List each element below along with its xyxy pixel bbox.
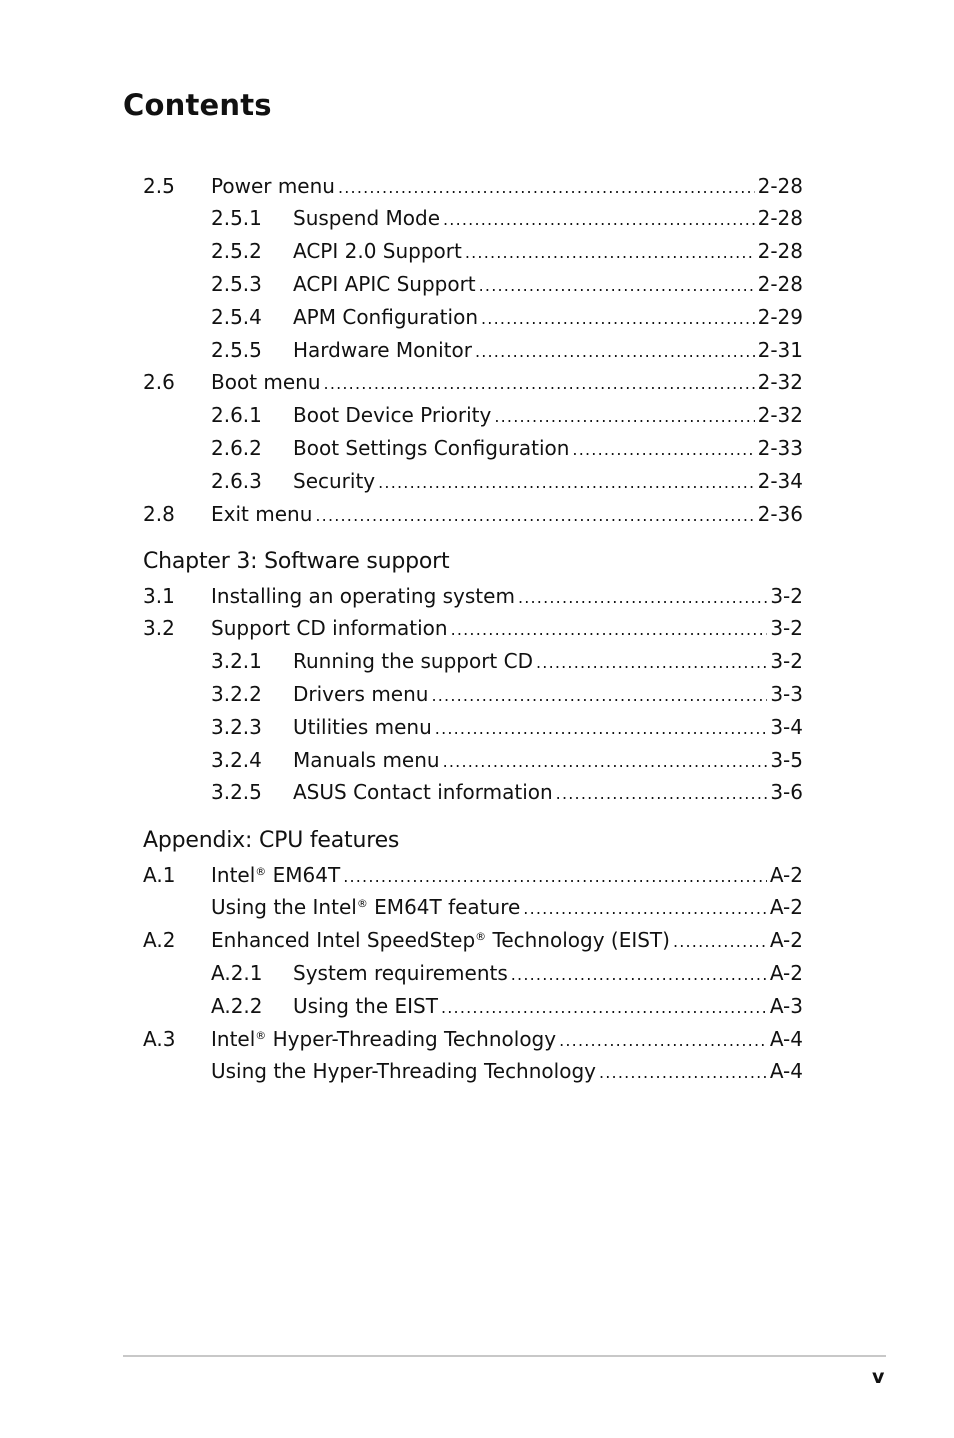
toc-entry-page: 3-2: [770, 616, 803, 641]
toc-entry[interactable]: [211, 334, 803, 367]
toc-entry-number: 2.5.5: [211, 337, 262, 362]
dot-leader: [465, 236, 755, 269]
toc-entry-page: 2-33: [757, 435, 803, 460]
dot-leader: [343, 860, 767, 893]
toc-entry-title: Using the EIST: [293, 993, 438, 1018]
toc-entry-page: 2-32: [757, 403, 803, 428]
toc-entry-title: APM Configuration: [293, 304, 478, 329]
toc-entry[interactable]: [143, 580, 803, 613]
toc-entry[interactable]: [211, 711, 803, 744]
toc-entry-title: Enhanced Intel SpeedStep® Technology (EIST): [211, 928, 670, 953]
toc-entry-number: A.2.1: [211, 960, 263, 985]
toc-entry-number: 2.6.2: [211, 435, 262, 460]
toc-entry-number: 2.5.4: [211, 304, 262, 329]
toc-entry-title: Boot Settings Configuration: [293, 435, 570, 460]
toc-entry[interactable]: [211, 465, 803, 498]
toc-entry[interactable]: [211, 744, 803, 777]
dot-leader: [324, 367, 755, 400]
dot-leader: [378, 466, 754, 499]
dot-leader: [315, 499, 754, 532]
toc-entry-title: ACPI APIC Support: [293, 271, 476, 296]
toc-entry-page: A-2: [769, 960, 803, 985]
dot-leader: [475, 335, 755, 368]
toc-entry-page: 2-28: [757, 206, 803, 231]
toc-entry-number: 3.2.4: [211, 747, 262, 772]
toc-entry-title: Intel® Hyper-Threading Technology: [211, 1026, 557, 1051]
page-number: v: [872, 1366, 885, 1388]
toc-entry[interactable]: [211, 1055, 803, 1088]
toc-entry[interactable]: [211, 957, 803, 990]
toc-entry-page: A-4: [769, 1059, 803, 1084]
toc-entry-number: 2.6: [143, 370, 175, 395]
toc-entry-page: 3-6: [770, 780, 803, 805]
toc-entry[interactable]: [211, 432, 803, 465]
toc-entry-number: 2.5.2: [211, 239, 262, 264]
toc-entry[interactable]: [143, 170, 803, 203]
dot-leader: [338, 171, 755, 204]
toc-entry-number: A.1: [143, 862, 176, 887]
toc-entry[interactable]: [211, 235, 803, 268]
toc-entry-title: Drivers menu: [293, 681, 429, 706]
toc-entry-page: 2-32: [757, 370, 803, 395]
toc-entry-title: Utilities menu: [293, 714, 432, 739]
toc-entry-number: 3.2.2: [211, 681, 262, 706]
toc-entry-number: 3.2.1: [211, 649, 262, 674]
dot-leader: [451, 613, 768, 646]
toc-entry-number: 2.6.1: [211, 403, 262, 428]
dot-leader: [443, 745, 768, 778]
toc-entry-page: 3-4: [770, 714, 803, 739]
toc-entry-page: A-3: [769, 993, 803, 1018]
toc-entry-title: Using the Hyper-Threading Technology: [211, 1059, 596, 1084]
toc-entry[interactable]: [211, 202, 803, 235]
toc-entry-page: 3-2: [770, 649, 803, 674]
toc-entry-page: 3-2: [770, 583, 803, 608]
toc-entry-number: 3.2.5: [211, 780, 262, 805]
toc-entry[interactable]: [143, 924, 803, 957]
toc-entry-title: Security: [293, 468, 376, 493]
toc-entry[interactable]: [143, 1023, 803, 1056]
toc-entry-title: Using the Intel® EM64T feature: [211, 895, 521, 920]
dot-leader: [435, 712, 768, 745]
toc-entry-page: 3-5: [770, 747, 803, 772]
toc-entry-title: Manuals menu: [293, 747, 440, 772]
dot-leader: [523, 892, 767, 925]
toc-entry[interactable]: [211, 891, 803, 924]
toc-entry[interactable]: [211, 268, 803, 301]
toc-entry-page: 2-31: [757, 337, 803, 362]
toc-entry-title: Running the support CD: [293, 649, 533, 674]
toc-entry-number: 2.5.3: [211, 271, 262, 296]
dot-leader: [481, 302, 755, 335]
toc-entry-title: Hardware Monitor: [293, 337, 472, 362]
dot-leader: [556, 777, 768, 810]
toc-entry-page: 3-3: [770, 681, 803, 706]
toc-entry-title: Boot menu: [211, 370, 321, 395]
toc-entry[interactable]: [143, 859, 803, 892]
toc-entry-page: A-2: [769, 895, 803, 920]
toc-entry[interactable]: [211, 645, 803, 678]
toc-entry-title: Installing an operating system: [211, 583, 515, 608]
toc-entry[interactable]: [211, 678, 803, 711]
toc-entry-title: Intel® EM64T: [211, 862, 341, 887]
toc-entry-number: 2.6.3: [211, 468, 262, 493]
toc-entry[interactable]: [211, 399, 803, 432]
dot-leader: [572, 433, 754, 466]
toc-entry-number: A.2.2: [211, 993, 263, 1018]
toc-entry-number: 3.1: [143, 583, 175, 608]
dot-leader: [443, 203, 755, 236]
section-heading: Chapter 3: Software support: [143, 549, 450, 574]
toc-entry-number: 2.5: [143, 173, 175, 198]
toc-entry-page: A-2: [769, 928, 803, 953]
dot-leader: [599, 1056, 767, 1089]
toc-entry-page: 2-29: [757, 304, 803, 329]
toc-entry-number: 3.2: [143, 616, 175, 641]
footer-divider: [123, 1355, 886, 1357]
toc-entry[interactable]: [143, 366, 803, 399]
toc-entry[interactable]: [143, 612, 803, 645]
dot-leader: [431, 679, 767, 712]
toc-entry-number: 3.2.3: [211, 714, 262, 739]
dot-leader: [559, 1024, 767, 1057]
toc-entry-title: Suspend Mode: [293, 206, 441, 231]
dot-leader: [518, 581, 767, 614]
toc-entry-number: 2.5.1: [211, 206, 262, 231]
toc-entry-title: ACPI 2.0 Support: [293, 239, 462, 264]
toc-entry[interactable]: [211, 776, 803, 809]
toc-entry-title: Power menu: [211, 173, 335, 198]
toc-entry-title: Exit menu: [211, 501, 313, 526]
dot-leader: [511, 958, 767, 991]
toc-entry[interactable]: [211, 301, 803, 334]
toc-entry-page: A-4: [769, 1026, 803, 1051]
dot-leader: [673, 925, 767, 958]
toc-entry[interactable]: [211, 990, 803, 1023]
toc-entry-page: 2-28: [757, 173, 803, 198]
section-heading: Appendix: CPU features: [143, 828, 400, 853]
toc-entry-page: 2-36: [757, 501, 803, 526]
toc-entry-page: A-2: [769, 862, 803, 887]
toc-entry-page: 2-28: [757, 271, 803, 296]
toc-entry-number: A.3: [143, 1026, 176, 1051]
dot-leader: [479, 269, 755, 302]
dot-leader: [494, 400, 754, 433]
toc-entry-page: 2-28: [757, 239, 803, 264]
dot-leader: [536, 646, 767, 679]
toc-entry[interactable]: [143, 498, 803, 531]
toc-entry-number: 2.8: [143, 501, 175, 526]
toc-entry-page: 2-34: [757, 468, 803, 493]
toc-entry-title: Boot Device Priority: [293, 403, 492, 428]
toc-entry-title: ASUS Contact information: [293, 780, 553, 805]
toc-entry-title: Support CD information: [211, 616, 448, 641]
toc-entry-title: System requirements: [293, 960, 508, 985]
toc-entry-number: A.2: [143, 928, 176, 953]
dot-leader: [441, 991, 767, 1024]
page-title: Contents: [123, 88, 272, 122]
